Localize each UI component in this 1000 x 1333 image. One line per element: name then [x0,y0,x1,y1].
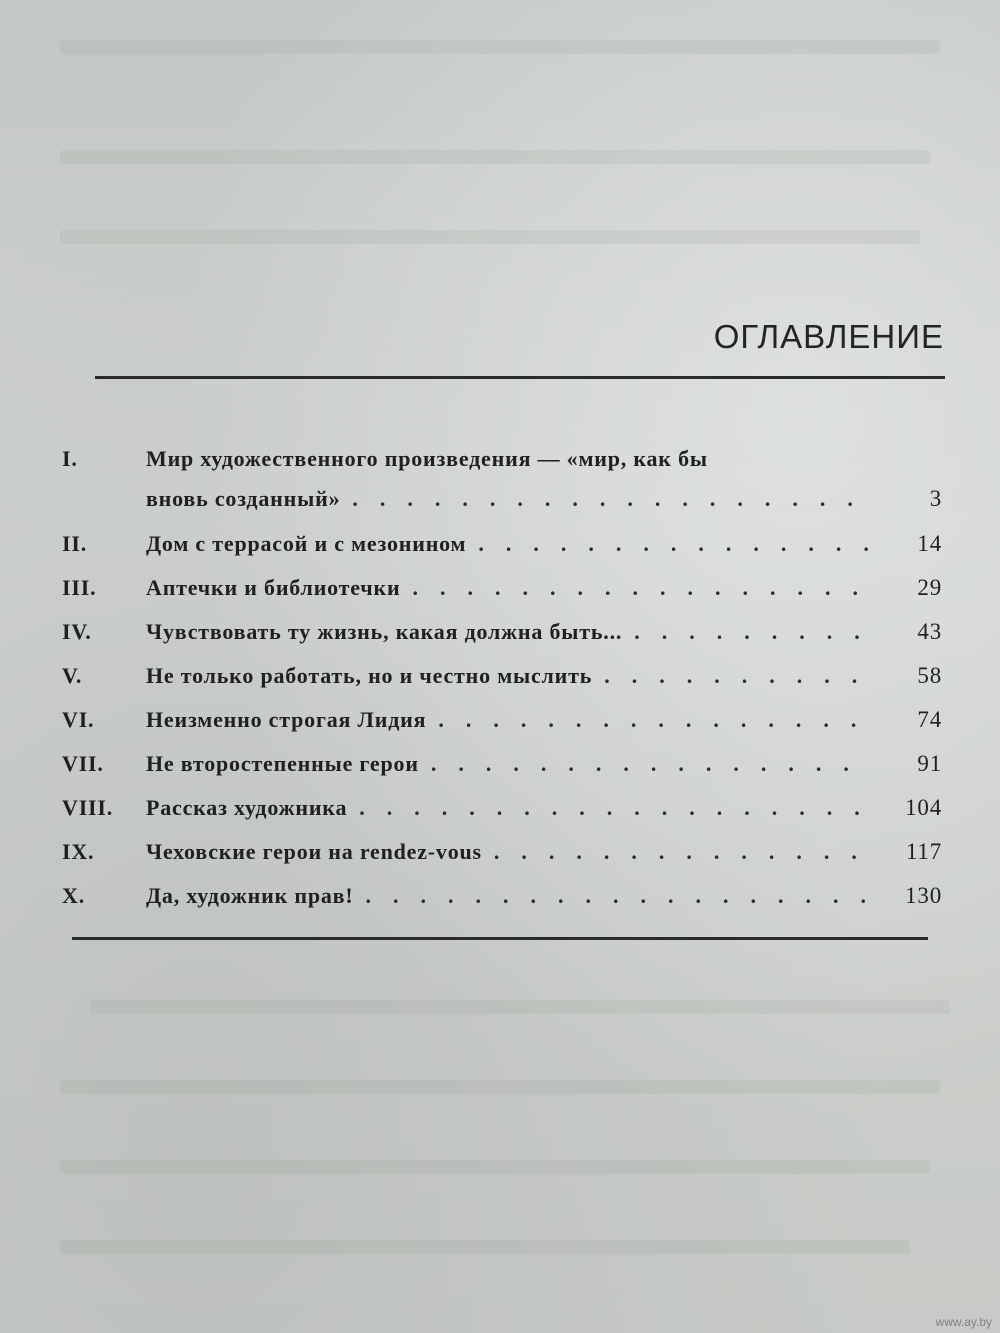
page-number: 3 [929,486,942,511]
dot-leader [340,480,872,518]
chapter-title [146,786,872,830]
chapter-number: VII. [62,751,104,776]
bleed-through-text [60,1240,910,1254]
chapter-number: X. [62,883,85,908]
toc-entry [62,830,942,874]
chapter-title [146,522,872,566]
dot-leader [419,742,872,786]
bleed-through-text [60,150,930,164]
chapter-number: IX. [62,839,95,864]
page-number: 74 [917,707,942,732]
chapter-title [146,654,872,698]
chapter-number: II. [62,531,88,556]
chapter-number: V. [62,663,83,688]
bottom-divider [72,937,928,940]
page-number: 29 [917,575,942,600]
dot-leader [622,610,872,654]
chapter-title [146,874,872,918]
toc-entry [62,742,942,786]
toc-entry-continuation [146,480,942,518]
chapter-title-text: Да, художник прав! [146,883,354,908]
chapter-title-line2: вновь созданный» [146,486,341,511]
table-of-contents [62,440,942,918]
toc-entry [62,874,942,918]
chapter-title [146,610,872,654]
chapter-title-text: Неизменно строгая Лидия [146,707,427,732]
chapter-number: IV. [62,619,92,644]
chapter-title [146,440,942,478]
chapter-number: I. [62,446,78,471]
chapter-title-line1: Мир художественного произведения — «мир, как бы [146,446,708,471]
toc-entry [62,610,942,654]
page-title: ОГЛАВЛЕНИЕ [713,318,944,355]
top-divider [95,376,945,379]
bleed-through-text [60,1160,930,1174]
page-number: 43 [917,619,942,644]
page-number: 91 [917,751,942,776]
chapter-title-text: Дом с террасой и с мезонином [146,531,467,556]
bleed-through-text [60,1080,940,1094]
chapter-title [146,566,872,610]
watermark: www.ay.by [935,1315,992,1329]
dot-leader [400,566,872,610]
chapter-title-text: Чеховские герои на rendez-vous [146,839,482,864]
chapter-title-text: Рассказ художника [146,795,348,820]
page-number: 130 [905,883,942,908]
chapter-title-text: Не только работать, но и честно мыслить [146,663,593,688]
chapter-title [146,480,872,518]
chapter-title [146,742,872,786]
dot-leader [426,698,872,742]
chapter-title-text: Не второстепенные герои [146,751,419,776]
page-number: 58 [917,663,942,688]
chapter-title-text: Чувствовать ту жизнь, какая должна быть... [146,619,623,644]
dot-leader [347,786,872,830]
bleed-through-text [60,230,920,244]
bleed-through-text [60,40,940,54]
chapter-number: VI. [62,707,95,732]
chapter-number: III. [62,575,97,600]
toc-entry [62,566,942,610]
chapter-title [146,698,872,742]
dot-leader [482,830,872,874]
page-number: 117 [905,839,942,864]
chapter-title [146,830,872,874]
toc-entry [62,698,942,742]
page-number: 14 [917,531,942,556]
bleed-through-text [90,1000,950,1014]
toc-entry [62,786,942,830]
page-number: 104 [905,795,942,820]
chapter-number: VIII. [62,795,114,820]
toc-entry [62,440,942,478]
dot-leader [354,874,873,918]
toc-entry [62,654,942,698]
dot-leader [592,654,872,698]
dot-leader [466,522,872,566]
toc-entry [62,522,942,566]
chapter-title-text: Аптечки и библиотечки [146,575,401,600]
